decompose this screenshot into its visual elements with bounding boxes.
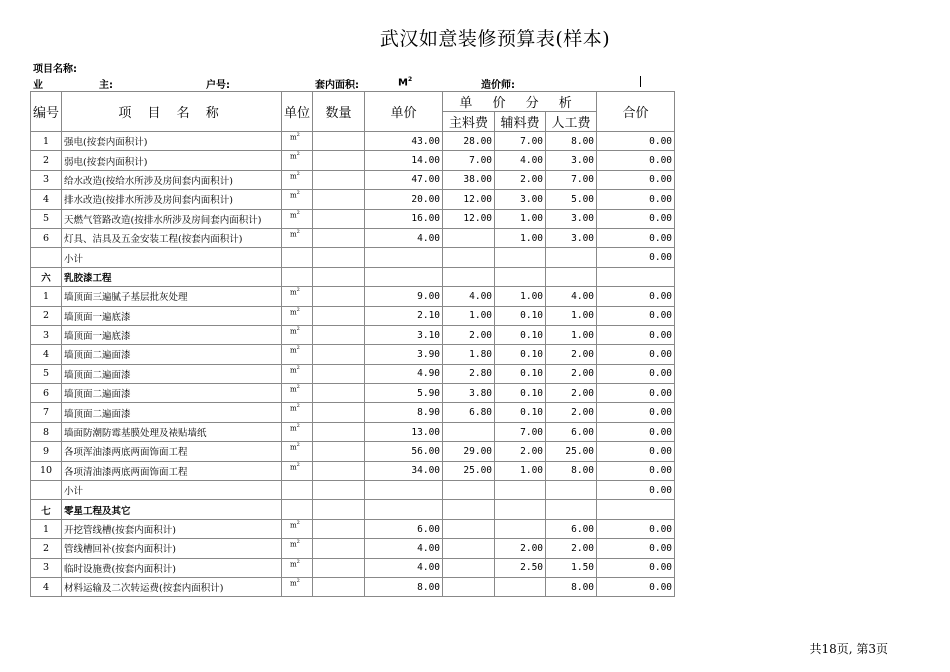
table-row [31,287,675,306]
cell-total: 0.00 [597,325,675,344]
cell-total: 0.00 [597,539,675,558]
cell-unit: $m^2$ [282,345,313,364]
cell-main-material: 2.00 [443,325,495,344]
cell-labor: 1.50 [546,558,597,577]
cell-qty [313,345,365,364]
cell-unit: $m^2$ [282,209,313,228]
cell-main-material [443,422,495,441]
cell-main-material: 2.80 [443,364,495,383]
cell-name: 墙顶面一遍底漆 [62,306,282,325]
cell-no [31,248,62,267]
cell-labor [546,500,597,519]
cell-qty [313,403,365,422]
cell-aux-material: 1.00 [495,287,546,306]
cell-qty [313,228,365,247]
header-name: 项 目 名 称 [62,92,282,132]
cell-aux-material: 2.00 [495,442,546,461]
cell-no: 1 [31,132,62,151]
cell-labor: 2.00 [546,345,597,364]
cell-name: 开挖管线槽(按套内面积计) [62,519,282,538]
table-row [31,345,675,364]
cell-name: 墙面防潮防霉基膜处理及裱贴墙纸 [62,422,282,441]
cell-total: 0.00 [597,481,675,500]
cell-aux-material [495,519,546,538]
cell-total [597,500,675,519]
cell-labor [546,248,597,267]
cell-total: 0.00 [597,403,675,422]
cell-labor [546,267,597,286]
cell-no: 2 [31,539,62,558]
cell-labor: 8.00 [546,461,597,480]
cell-name: 乳胶漆工程 [62,267,282,286]
cell-labor: 2.00 [546,384,597,403]
cell-no [31,481,62,500]
table-row [31,132,675,151]
table-row [31,442,675,461]
cell-total: 0.00 [597,345,675,364]
cell-price: 8.00 [365,577,443,596]
cell-qty [313,306,365,325]
table-row [31,539,675,558]
header-labor: 人工费 [546,112,597,132]
cell-price [365,248,443,267]
header-price: 单价 [365,92,443,132]
cell-price [365,500,443,519]
cell-aux-material: 1.00 [495,461,546,480]
cell-unit: $m^2$ [282,287,313,306]
header-unit: 单位 [282,92,313,132]
cell-total: 0.00 [597,170,675,189]
cell-aux-material: 1.00 [495,228,546,247]
cell-qty [313,151,365,170]
cell-unit: $m^2$ [282,190,313,209]
cell-name: 零星工程及其它 [62,500,282,519]
section-row [31,500,675,519]
cell-price: 4.00 [365,228,443,247]
cell-name: 临时设施费(按套内面积计) [62,558,282,577]
cell-total: 0.00 [597,287,675,306]
cell-total: 0.00 [597,306,675,325]
cell-price: 6.00 [365,519,443,538]
cell-main-material [443,248,495,267]
cell-qty [313,442,365,461]
header-main-material: 主料费 [443,112,495,132]
cell-aux-material [495,481,546,500]
cell-aux-material: 0.10 [495,306,546,325]
cell-aux-material: 2.00 [495,170,546,189]
table-row [31,461,675,480]
cell-unit [282,481,313,500]
cell-price: 56.00 [365,442,443,461]
cell-qty [313,558,365,577]
cell-labor: 2.00 [546,364,597,383]
cell-no: 4 [31,345,62,364]
table-row [31,558,675,577]
cell-main-material: 6.80 [443,403,495,422]
cell-name: 管线槽回补(按套内面积计) [62,539,282,558]
cell-unit: $m^2$ [282,384,313,403]
cell-unit: $m^2$ [282,228,313,247]
cell-price: 47.00 [365,170,443,189]
cell-aux-material: 0.10 [495,403,546,422]
cell-qty [313,364,365,383]
table-row [31,209,675,228]
table-row [31,248,675,267]
cell-qty [313,287,365,306]
cell-unit: $m^2$ [282,403,313,422]
cell-aux-material: 7.00 [495,422,546,441]
cell-no: 1 [31,519,62,538]
budget-table [30,91,675,597]
cell-aux-material: 2.00 [495,539,546,558]
cell-aux-material [495,267,546,286]
cell-total: 0.00 [597,132,675,151]
document-title: 武汉如意装修预算表(样本) [379,28,611,50]
cell-labor: 6.00 [546,519,597,538]
cell-main-material: 25.00 [443,461,495,480]
cell-unit: $m^2$ [282,132,313,151]
cell-name: 小计 [62,481,282,500]
cell-price: 20.00 [365,190,443,209]
cell-qty [313,481,365,500]
header-no: 编号 [31,92,62,132]
cell-no: 3 [31,325,62,344]
cell-no: 2 [31,306,62,325]
cell-name: 墙顶面二遍面漆 [62,384,282,403]
cell-total: 0.00 [597,384,675,403]
cell-unit: $m^2$ [282,558,313,577]
cell-main-material: 28.00 [443,132,495,151]
cell-aux-material: 3.00 [495,190,546,209]
cell-name: 天燃气管路改造(按排水所涉及房间套内面积计) [62,209,282,228]
cell-total: 0.00 [597,228,675,247]
cell-no: 3 [31,170,62,189]
cell-total: 0.00 [597,461,675,480]
cell-labor: 2.00 [546,539,597,558]
cell-price: 8.90 [365,403,443,422]
table-row [31,519,675,538]
cell-qty [313,461,365,480]
cell-name: 墙顶面二遍面漆 [62,364,282,383]
cell-total: 0.00 [597,248,675,267]
table-row [31,364,675,383]
cell-name: 弱电(按套内面积计) [62,151,282,170]
cell-unit: $m^2$ [282,151,313,170]
table-row [31,306,675,325]
area-unit: $M^2$ [398,76,413,89]
table-row [31,190,675,209]
cell-labor: 6.00 [546,422,597,441]
cell-labor: 1.00 [546,306,597,325]
project-name-label: 项目名称: [33,64,77,75]
cell-total: 0.00 [597,519,675,538]
cell-aux-material [495,577,546,596]
cell-price: 2.10 [365,306,443,325]
cell-main-material: 12.00 [443,209,495,228]
cell-no: 4 [31,577,62,596]
cell-qty [313,132,365,151]
cell-labor: 25.00 [546,442,597,461]
cell-price [365,267,443,286]
cell-unit: $m^2$ [282,306,313,325]
cell-aux-material: 7.00 [495,132,546,151]
cell-unit: $m^2$ [282,577,313,596]
cell-labor: 5.00 [546,190,597,209]
cell-name: 给水改造(按给水所涉及房间套内面积计) [62,170,282,189]
cell-unit: $m^2$ [282,422,313,441]
cell-total [597,267,675,286]
cell-qty [313,539,365,558]
household-label: 户号: [206,80,230,91]
cell-labor: 3.00 [546,209,597,228]
cell-name: 小计 [62,248,282,267]
cell-main-material: 38.00 [443,170,495,189]
cell-total: 0.00 [597,558,675,577]
table-row [31,170,675,189]
cell-price: 9.00 [365,287,443,306]
cell-name: 各项浑油漆两底两面饰面工程 [62,442,282,461]
cell-price: 4.00 [365,539,443,558]
cell-total: 0.00 [597,442,675,461]
cell-no: 4 [31,190,62,209]
table-row [31,481,675,500]
cell-price: 4.90 [365,364,443,383]
cell-no: 10 [31,461,62,480]
cell-price: 4.00 [365,558,443,577]
cell-main-material: 3.80 [443,384,495,403]
cell-unit: $m^2$ [282,170,313,189]
table-row [31,228,675,247]
cell-main-material: 29.00 [443,442,495,461]
header-total: 合价 [597,92,675,132]
header-end-marker [640,76,641,87]
cell-unit: $m^2$ [282,442,313,461]
area-label: 套内面积: [315,80,359,91]
cell-name: 墙顶面二遍面漆 [62,345,282,364]
cell-name: 墙顶面三遍腻子基层批灰处理 [62,287,282,306]
cell-qty [313,248,365,267]
cell-main-material [443,481,495,500]
cell-qty [313,577,365,596]
cell-main-material: 12.00 [443,190,495,209]
cell-no: 2 [31,151,62,170]
cell-total: 0.00 [597,190,675,209]
cell-qty [313,325,365,344]
owner-label: 业 主: [33,80,113,91]
cell-price: 3.90 [365,345,443,364]
cell-labor: 2.00 [546,403,597,422]
cell-total: 0.00 [597,151,675,170]
cell-price: 16.00 [365,209,443,228]
cell-unit: $m^2$ [282,519,313,538]
cell-unit [282,267,313,286]
header-analysis: 单 价 分 析 [443,92,597,112]
table-row [31,403,675,422]
cell-qty [313,209,365,228]
cell-qty [313,500,365,519]
cell-name: 灯具、洁具及五金安装工程(按套内面积计) [62,228,282,247]
cell-labor: 3.00 [546,151,597,170]
cell-main-material: 1.00 [443,306,495,325]
cell-labor: 4.00 [546,287,597,306]
cell-price: 13.00 [365,422,443,441]
cell-price: 5.90 [365,384,443,403]
header-aux-material: 辅料费 [495,112,546,132]
cell-no: 8 [31,422,62,441]
cell-no: 7 [31,403,62,422]
cell-total: 0.00 [597,209,675,228]
cell-total: 0.00 [597,577,675,596]
section-row [31,267,675,286]
estimator-label: 造价师: [481,80,515,91]
cell-no: 七 [31,500,62,519]
cell-price [365,481,443,500]
cell-labor: 1.00 [546,325,597,344]
table-row [31,422,675,441]
cell-aux-material: 1.00 [495,209,546,228]
cell-labor [546,481,597,500]
cell-labor: 8.00 [546,577,597,596]
cell-no: 5 [31,209,62,228]
cell-aux-material [495,500,546,519]
cell-name: 排水改造(按排水所涉及房间套内面积计) [62,190,282,209]
cell-aux-material: 4.00 [495,151,546,170]
cell-aux-material: 0.10 [495,345,546,364]
cell-no: 六 [31,267,62,286]
page-footer: 共18页, 第3页 [809,642,888,656]
cell-qty [313,422,365,441]
cell-no: 9 [31,442,62,461]
cell-name: 墙顶面二遍面漆 [62,403,282,422]
cell-main-material [443,500,495,519]
cell-name: 强电(按套内面积计) [62,132,282,151]
cell-aux-material: 0.10 [495,325,546,344]
cell-no: 3 [31,558,62,577]
cell-main-material: 7.00 [443,151,495,170]
cell-main-material [443,558,495,577]
cell-labor: 7.00 [546,170,597,189]
cell-main-material [443,228,495,247]
table-row [31,577,675,596]
cell-name: 材料运输及二次转运费(按套内面积计) [62,577,282,596]
table-row [31,151,675,170]
header-qty: 数量 [313,92,365,132]
cell-main-material [443,577,495,596]
cell-aux-material: 2.50 [495,558,546,577]
cell-price: 14.00 [365,151,443,170]
cell-name: 各项清油漆两底两面饰面工程 [62,461,282,480]
cell-main-material: 4.00 [443,287,495,306]
cell-price: 43.00 [365,132,443,151]
cell-labor: 3.00 [546,228,597,247]
table-row [31,384,675,403]
cell-unit [282,248,313,267]
cell-aux-material: 0.10 [495,384,546,403]
cell-qty [313,170,365,189]
cell-qty [313,190,365,209]
cell-unit: $m^2$ [282,461,313,480]
cell-main-material: 1.80 [443,345,495,364]
cell-total: 0.00 [597,422,675,441]
cell-price: 34.00 [365,461,443,480]
cell-name: 墙顶面一遍底漆 [62,325,282,344]
cell-aux-material: 0.10 [495,364,546,383]
cell-no: 6 [31,228,62,247]
table-row [31,325,675,344]
cell-qty [313,267,365,286]
cell-unit: $m^2$ [282,325,313,344]
cell-qty [313,384,365,403]
cell-total: 0.00 [597,364,675,383]
cell-no: 6 [31,384,62,403]
cell-unit [282,500,313,519]
cell-no: 1 [31,287,62,306]
cell-aux-material [495,248,546,267]
cell-qty [313,519,365,538]
cell-unit: $m^2$ [282,364,313,383]
cell-unit: $m^2$ [282,539,313,558]
cell-labor: 8.00 [546,132,597,151]
cell-main-material [443,519,495,538]
cell-price: 3.10 [365,325,443,344]
cell-main-material [443,267,495,286]
cell-main-material [443,539,495,558]
cell-no: 5 [31,364,62,383]
